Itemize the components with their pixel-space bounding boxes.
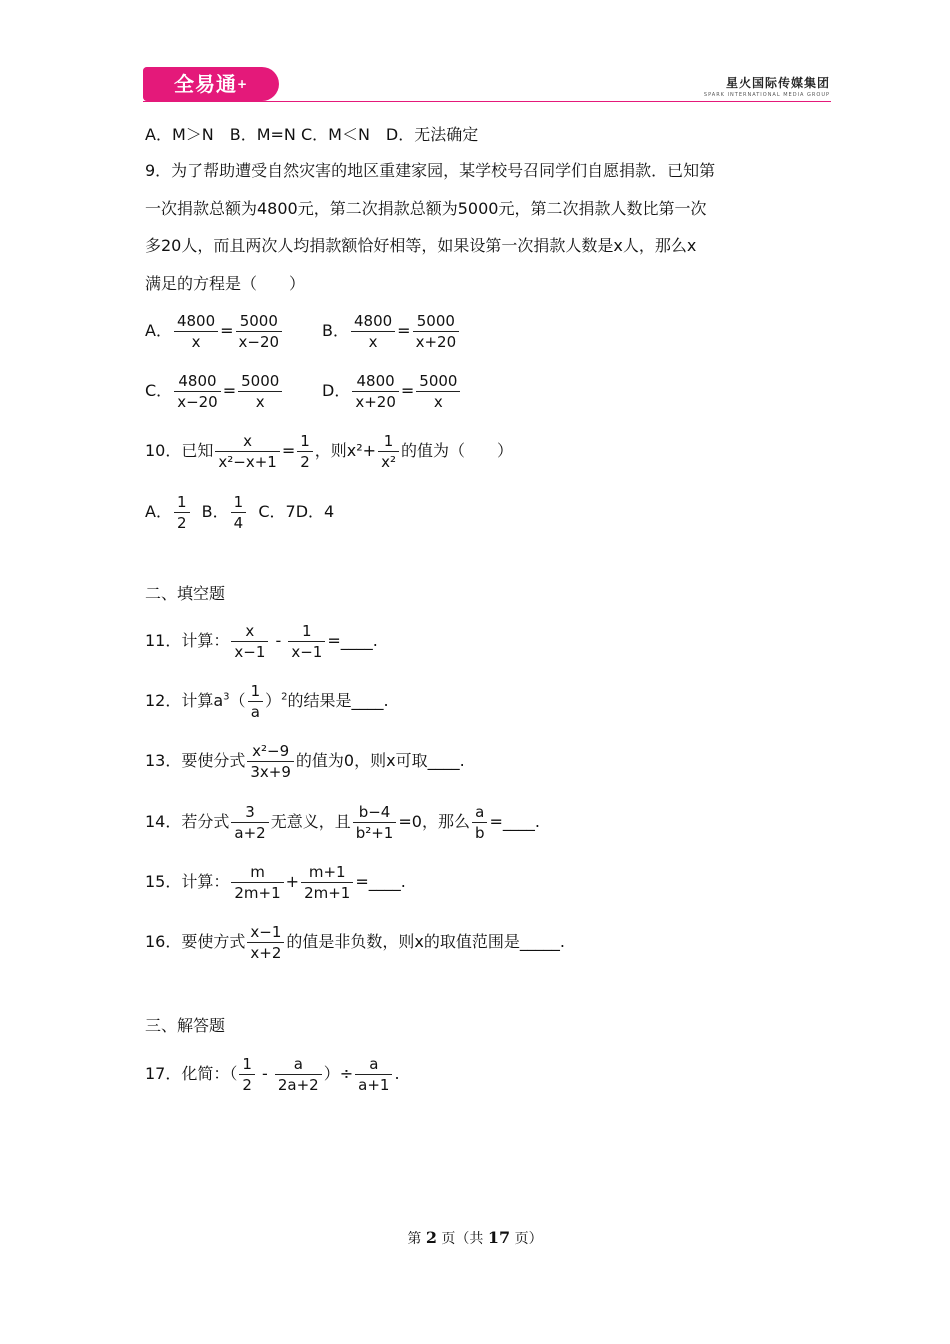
denominator: a+2 [234,824,266,842]
paren: ） [265,691,282,710]
numerator: 1 [231,492,247,513]
fraction [247,922,284,963]
q13 [145,741,465,782]
numerator: a [275,1054,322,1075]
minus: - [270,631,287,650]
footer-post: 页） [510,1231,543,1247]
denominator: x [191,333,201,351]
numerator: 1 [239,1054,255,1075]
denominator: 4 [233,514,244,532]
q9-line-1: 9．为了帮助遭受自然灾害的地区重建家园，某学校号召同学们自愿捐款．已知第 [145,161,716,180]
q17-suffix: . [394,1064,400,1083]
option-label: A． [145,502,172,521]
numerator: x−1 [247,922,284,943]
numerator: a [355,1054,392,1075]
fraction [231,862,283,903]
footer-pre: 第 [407,1231,426,1247]
q11-prefix: 11．计算： [145,631,230,650]
denominator: 2 [300,453,310,471]
numerator: x [215,431,279,452]
option-label: A． [145,321,172,340]
fraction [247,741,294,782]
q14-prefix: 14．若分式 [145,812,230,831]
fraction [236,311,283,352]
denominator: x [433,393,443,411]
numerator: m [231,862,283,883]
fraction [238,371,282,412]
q10-prefix: 10．已知 [145,441,214,460]
denominator: 3x+9 [250,763,291,781]
q11-suffix: =____. [327,631,378,650]
fraction [231,621,268,662]
q9-line-2: 一次捐款总额为4800元，第二次捐款总额为5000元，第二次捐款人数比第一次 [145,199,707,218]
numerator: 4800 [174,311,218,332]
denominator: b [474,824,485,842]
denominator: 2a+2 [277,1076,319,1094]
numerator: x²−9 [247,741,294,762]
numerator: m+1 [301,862,353,883]
q16 [145,922,565,963]
q12 [145,681,389,722]
page-number: 2 [425,1228,437,1247]
q9-line-4: 满足的方程是（ ） [145,274,306,293]
q14-mid2: =0，那么 [398,812,470,831]
denominator: b²+1 [355,824,394,842]
fraction [301,862,353,903]
equals: = [281,441,296,460]
denominator: a [250,703,260,721]
denominator: 2 [176,514,187,532]
denominator: 2 [242,1076,252,1094]
q17-mid: ）÷ [323,1064,354,1083]
q16-suffix: 的值是非负数，则x的取值范围是_____. [286,932,565,951]
paren: （ [229,691,246,710]
denominator: x−20 [177,393,218,411]
numerator: 4800 [352,371,399,392]
denominator: x+20 [355,393,396,411]
q14-suffix: =____. [489,812,540,831]
option-label: B． [322,321,349,340]
total-pages: 17 [487,1228,511,1247]
fraction [248,681,264,722]
q10 [145,431,513,472]
q15-suffix: =____. [355,872,406,891]
fraction [378,431,399,472]
fraction [353,802,397,843]
q9-option-d: D． $\frac{4800}{x+20}$ = $\frac{5000}{x}$ [322,371,462,412]
fraction [174,311,218,352]
q10-suffix: 的值为（ ） [400,441,513,460]
section-answer: 三、解答题 [145,1016,226,1035]
denominator: x−1 [234,643,266,661]
q12-suffix: 的结果是____. [287,691,389,710]
fraction [174,492,190,533]
option-label: B． [201,502,229,521]
q13-prefix: 13．要使分式 [145,751,246,770]
q9-option-c: C． $\frac{4800}{x-20}$ = $\frac{5000}{x}$ [145,371,284,412]
q9-line-3: 多20人，而且两次人均捐款额恰好相等，如果设第一次捐款人数是x人，那么x [145,236,697,255]
fraction [231,492,247,533]
q9-option-a: A． $\frac{4800}{x}$ = $\frac{5000}{x-20}$ [145,311,284,352]
q11 [145,621,378,662]
denominator: x−20 [238,333,280,351]
denominator: x−1 [291,643,323,661]
numerator: 1 [378,431,399,452]
fraction [288,621,325,662]
footer-mid: 页（共 [436,1231,488,1247]
numerator: a [472,802,488,823]
denominator: 2m+1 [304,884,351,902]
fraction [174,371,221,412]
numerator: 1 [174,492,190,513]
numerator: b−4 [353,802,397,823]
fraction [355,1054,392,1095]
numerator: 5000 [236,311,283,332]
q14 [145,802,540,843]
page-footer [0,1228,950,1248]
option-label: C．7D．4 [258,502,335,521]
option-label: D． [322,381,351,400]
fraction [275,1054,322,1095]
denominator: x [368,333,378,351]
fraction [239,1054,255,1095]
exponent: 2 [281,691,288,703]
numerator: x [231,621,268,642]
q9-option-b: B． $\frac{4800}{x}$ = $\frac{5000}{x+20}$ [322,311,461,352]
q15 [145,862,406,903]
publisher-brand [704,74,830,98]
logo-star: + [236,77,249,91]
plus: + [285,872,300,891]
denominator: a+1 [358,1076,390,1094]
q17 [145,1054,400,1095]
denominator: x²−x+1 [218,453,277,471]
denominator: x² [381,453,396,471]
header-divider [143,101,831,102]
fraction [413,311,460,352]
q12-prefix: 12．计算a [145,691,224,710]
q17-prefix: 17．化简：（ [145,1064,238,1083]
logo-text: 全易通 [173,72,237,96]
fraction [231,802,268,843]
numerator: 1 [248,681,264,702]
numerator: 4800 [174,371,221,392]
numerator: 5000 [413,311,460,332]
q14-mid1: 无意义，且 [270,812,351,831]
numerator: 1 [288,621,325,642]
denominator: 2m+1 [234,884,281,902]
section-fill-in: 二、填空题 [145,584,226,603]
minus: - [256,1064,273,1083]
brand-en: SPARK INTERNATIONAL MEDIA GROUP [703,92,830,98]
fraction [416,371,460,412]
fraction [472,802,488,843]
q10-mid: ，则x²+ [314,441,377,460]
option-label: C． [145,381,173,400]
exponent: 3 [223,691,230,703]
fraction [297,431,313,472]
q10-options [145,492,334,533]
fraction [352,371,399,412]
q8-options: A．M＞N B．M=N C．M＜N D．无法确定 [145,125,479,144]
brand-cn: 星火国际传媒集团 [725,76,830,90]
q15-prefix: 15．计算： [145,872,230,891]
brand-logo [143,67,279,101]
numerator: 1 [297,431,313,452]
denominator: x [255,393,265,411]
denominator: x+2 [250,944,282,962]
numerator: 5000 [416,371,460,392]
numerator: 5000 [238,371,282,392]
fraction [215,431,279,472]
numerator: 3 [231,802,268,823]
fraction [351,311,395,352]
q16-prefix: 16．要使方式 [145,932,246,951]
denominator: x+20 [415,333,457,351]
q13-suffix: 的值为0，则x可取____. [295,751,465,770]
numerator: 4800 [351,311,395,332]
